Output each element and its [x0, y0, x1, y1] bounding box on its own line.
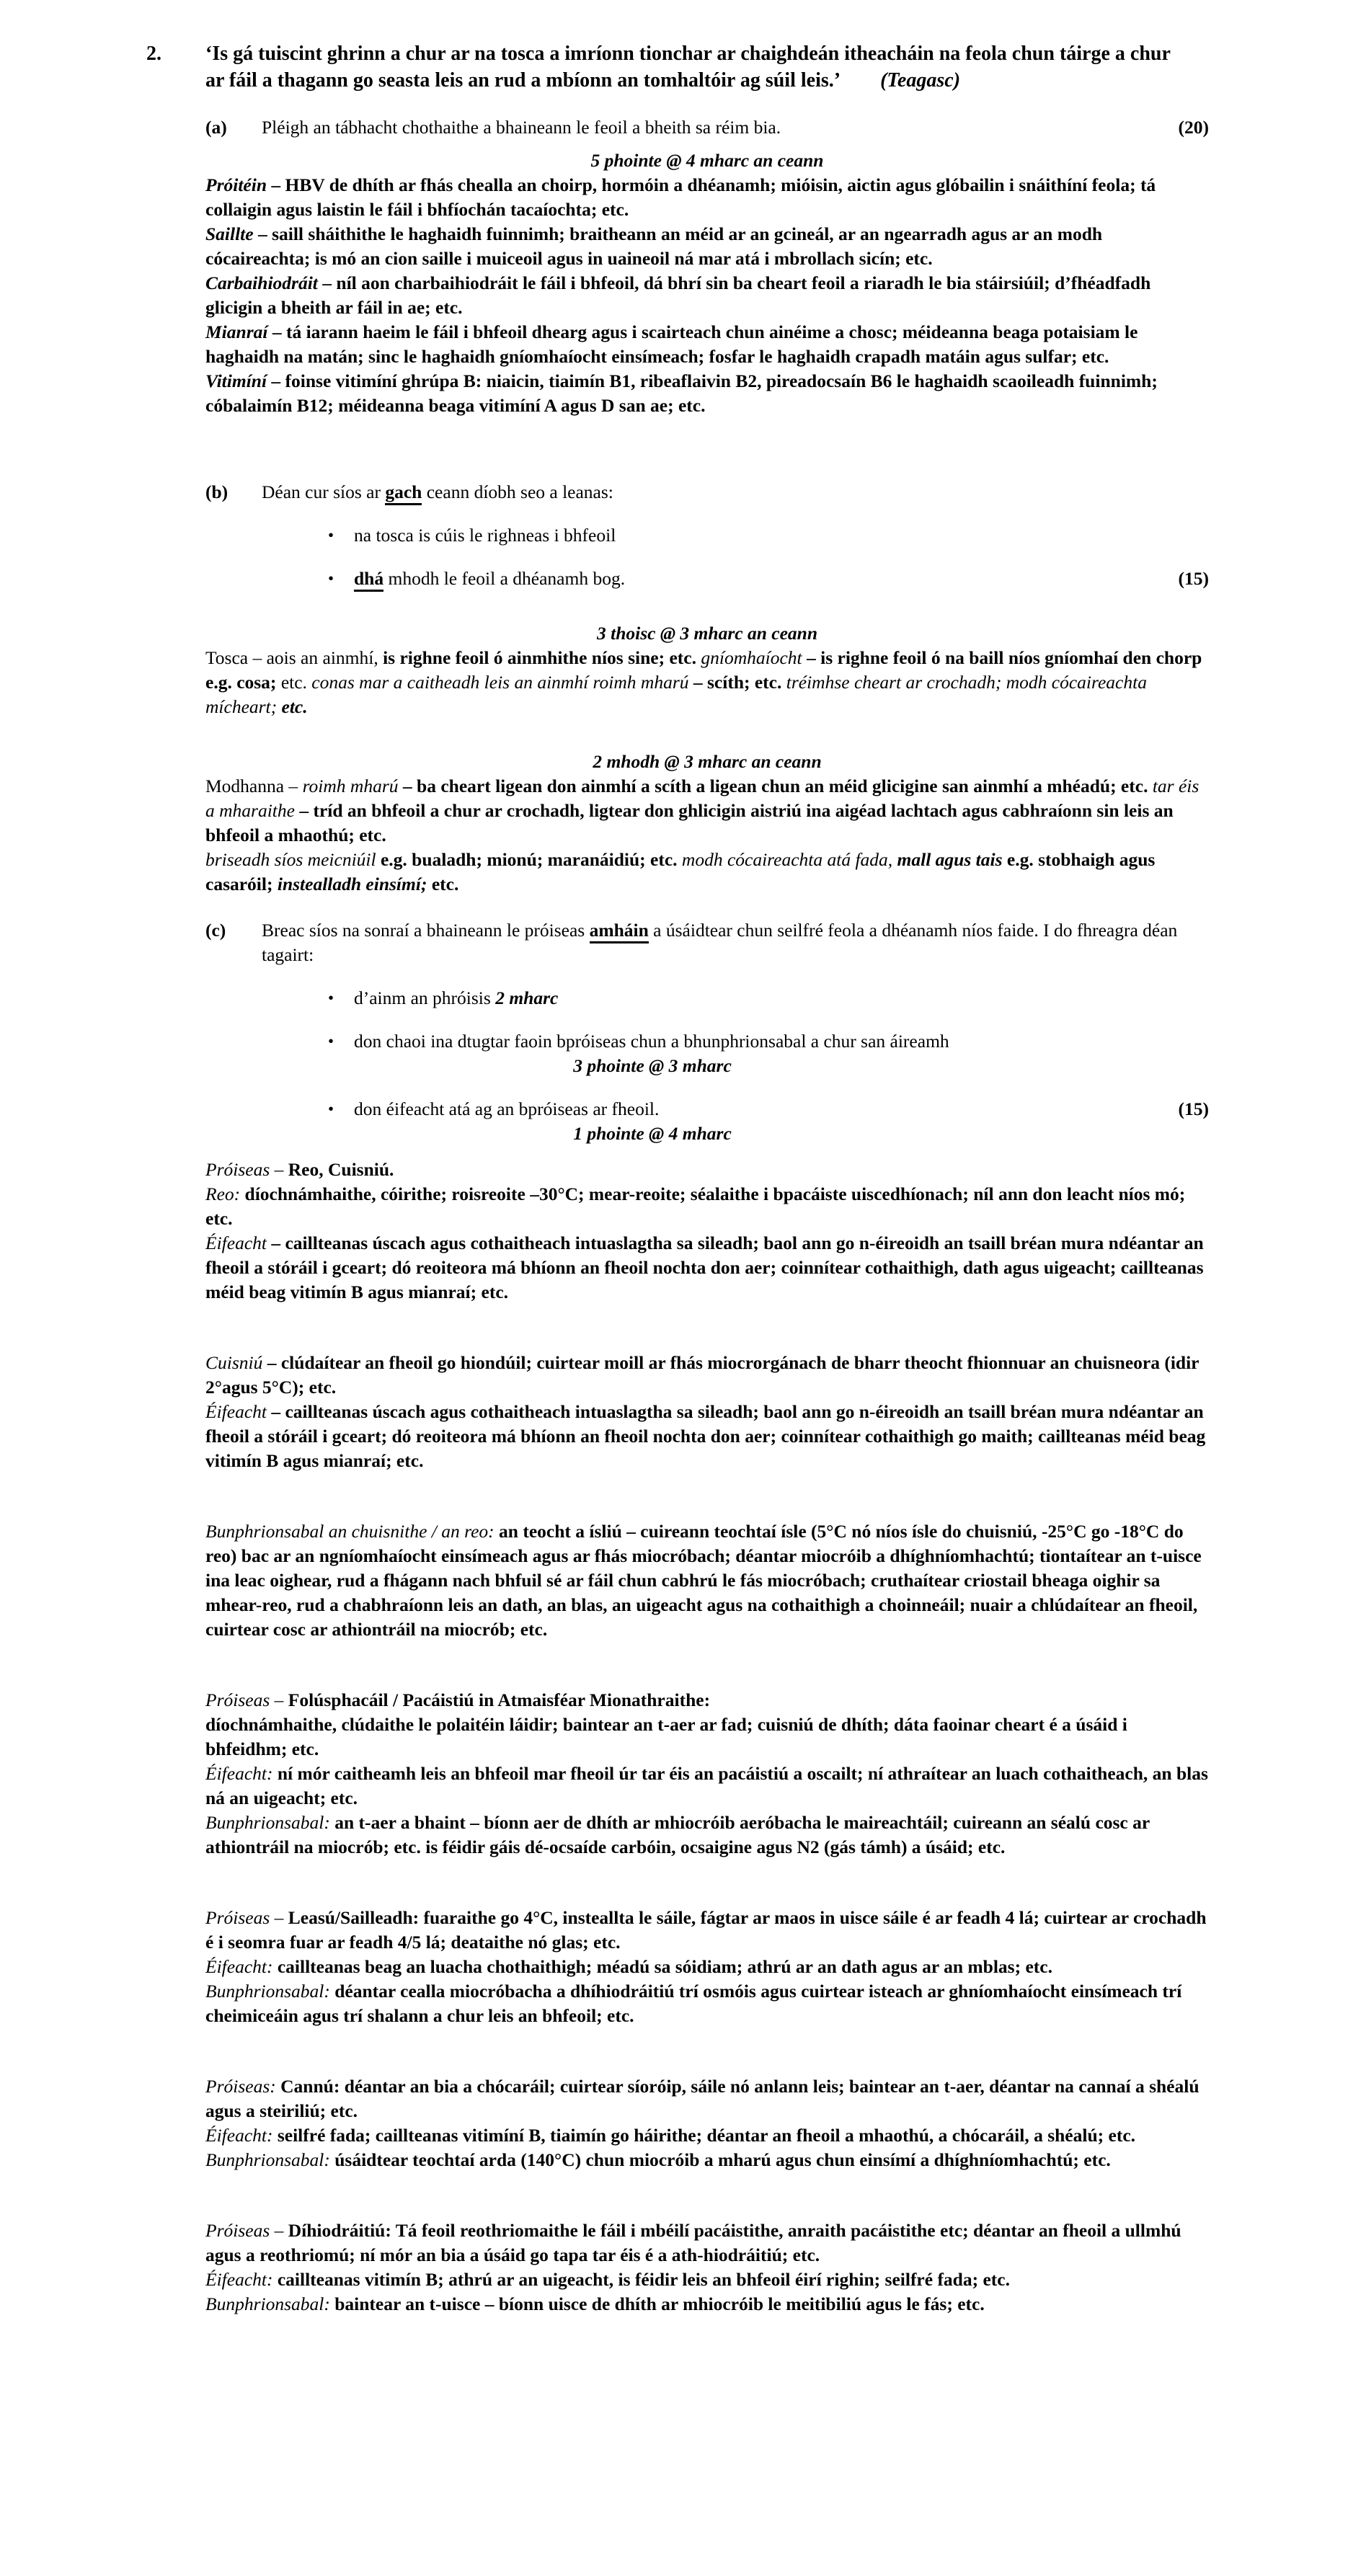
text-run: – — [262, 1352, 281, 1373]
part-c-text — [262, 918, 1209, 967]
gap-1 — [205, 1305, 1209, 1351]
text-run: don chaoi ina dtugtar faoin bpróiseas chun a bhunphrionsabal a chur san áireamh — [354, 1031, 949, 1052]
para-proiseas-dihiodraitiu — [205, 2219, 1209, 2268]
question-text — [205, 40, 1186, 94]
document-body — [146, 40, 1209, 2317]
text-run: – saill sháithithe le haghaidh fuinnimh; braitheann an méid ar an gcineál, ar an ngearradh agus ar an modh cócaireachta; is mó an cion saille i muiceoil agus in uaineoil ná mar atá i mbrollach sicín; etc. — [205, 223, 1103, 269]
para-bunphrionsabal-leasu — [205, 1979, 1209, 2028]
text-run: Éifeacht — [205, 1401, 267, 1422]
text-run: is righne feoil ó ainmhithe níos sine; etc. — [383, 647, 701, 668]
part-a-marker: (a) — [205, 117, 227, 138]
para-mianrai — [205, 320, 1209, 369]
para-saillte — [205, 222, 1209, 271]
text-run: Bunphrionsabal: — [205, 1812, 330, 1833]
gap-4 — [205, 1860, 1209, 1906]
text-run: ceann díobh seo a leanas: — [422, 481, 613, 502]
gap-5 — [205, 2028, 1209, 2074]
text-run: Bunphrionsabal: — [205, 2149, 330, 2170]
text-run: caillteanas úscach agus cothaitheach intuaslagtha sa sileadh; baol ann go n-éireoidh an tsaill bréan mura ndéantar an fheoil a stóráil i gceart; dó reoiteora má bhíonn an fheoil nochta don aer; coinnítear cothaithigh go maith; caillteanas méid beag vitimín B agus mianraí; etc. — [205, 1401, 1206, 1471]
text-run: tar éis a mharaithe — [205, 776, 1200, 821]
heading-modhanna-scheme: 2 mhodh @ 3 mharc an ceann — [593, 751, 822, 772]
text-run: Próiseas — [205, 2220, 270, 2241]
text-run: Folúsphacáil / Pacáistiú in Atmaisféar Mionathraithe: — [288, 1689, 711, 1710]
text-run: dhá — [354, 568, 383, 592]
text-run: na tosca is cúis le righneas i bhfeoil — [354, 525, 616, 546]
heading-tosca-scheme: 3 thoisc @ 3 mharc an ceann — [597, 623, 817, 644]
text-run: Cuisniú — [205, 1352, 263, 1373]
bullet-c-ainm — [205, 986, 1209, 1011]
text-run: – tá iarann haeim le fáil i bhfeoil dhearg agus i scairteach chun ainéime a chosc; méideanna beaga potaisiam le haghaidh na matán; sinc le haghaidh gníomhaíocht einsímeach; fosfar le haghaidh crapadh matáin agus sulfar; etc. — [205, 321, 1138, 367]
text-run: ní mór caitheamh leis an bhfeoil mar fheoil úr tar éis an pacáistiú a oscailt; ní athraítear an luach cothaitheach, an blas ná an uigeacht; etc. — [205, 1763, 1208, 1808]
bullet-c-caoi-text — [354, 1029, 1209, 1054]
text-run: gníomhaíocht — [701, 647, 802, 668]
text-run: – foinse vitimíní ghrúpa B: niaicin, tiaimín B1, ribeaflaivin B2, pireadocsaín B6 le haghaidh scaoileadh fuinnimh; cóbalaimín B12; méideanna beaga vitimíní A agus D san ae; etc. — [205, 370, 1158, 416]
part-a-marks: (20) — [1178, 117, 1209, 138]
text-run: Breac síos na sonraí a bhaineann le próiseas — [262, 920, 590, 941]
text-run: etc. — [276, 672, 312, 693]
text-run: – — [294, 800, 314, 821]
para-proiseas-cannu — [205, 2074, 1209, 2123]
part-a — [205, 115, 1209, 140]
text-run: – — [266, 1233, 285, 1253]
text-run: clúdaítear an fheoil go hiondúil; cuirtear moill ar fhás miocrorgánach de bharr theocht fhionnuar an chuisneora (idir 2°agus 5°C); etc. — [205, 1352, 1200, 1398]
para-eifeacht-dihiodraitiu — [205, 2268, 1209, 2292]
text-run: etc. — [281, 696, 308, 717]
text-run: Leasú/Sailleadh: fuaraithe go 4°C, insteallta le sáile, fágtar ar maos in uisce sáile é ar feadh 4 lá; cuirtear ar crochadh é i seomra fuar ar feadh 4/5 lá; deataithe nó glas; etc. — [205, 1907, 1207, 1953]
text-run: Bunphrionsabal: — [205, 2293, 330, 2314]
text-run: Próiseas — [205, 1907, 270, 1928]
gap-3 — [205, 1642, 1209, 1688]
text-run: Éifeacht: — [205, 2269, 273, 2290]
text-run: caillteanas úscach agus cothaitheach intuaslagtha sa sileadh; baol ann go n-éireoidh an tsaill bréan mura ndéantar an fheoil a stóráil i gceart; dó reoiteora má bhíonn an fheoil nochta don aer; coinnítear cothaithigh, dath agus uigeacht; caillteanas méid beag vitimín B agus mianraí; etc. — [205, 1233, 1204, 1302]
text-run: Déan cur síos ar — [262, 481, 386, 502]
text-run: an t-aer a bhaint – bíonn aer de dhíth ar mhiocróib aeróbacha le maireachtáil; cuireann an séalú cosc ar athiontráil na miocrób; etc. is féidir gáis dé-ocsaíde carbóin, ocsaigine agus N2 (gás támh) a úsáid; etc. — [205, 1812, 1150, 1857]
bullet-c-ainm-text — [354, 986, 1209, 1011]
para-tosca — [205, 646, 1209, 719]
text-run: – scíth; etc. — [688, 672, 782, 693]
para-proiseas-folusphacail — [205, 1688, 1209, 1713]
para-eifeacht-reo — [205, 1231, 1209, 1305]
text-run: don éifeacht atá ag an bpróiseas ar fheoil. — [354, 1098, 660, 1119]
para-eifeacht-cannu — [205, 2123, 1209, 2148]
para-folusphacail-cont — [205, 1713, 1209, 1762]
bullet-icon: • — [328, 526, 334, 544]
text-run: – níl aon charbaihiodráit le fáil i bhfeoil, dá bhrí sin ba cheart feoil a riaradh le bia stáirsiúil; d’fhéadfadh glicigin a bheith ar fáil in ae; etc. — [205, 272, 1151, 318]
para-proiseas-reo-cuisniu — [205, 1158, 1209, 1182]
text-run: caillteanas beag an luacha chothaithigh; méadú sa sóidiam; athrú ar an dath agus ar an mblas; etc. — [277, 1956, 1052, 1977]
text-run: – — [270, 1689, 288, 1710]
bullet-b-modhanna-marks: (15) — [1178, 568, 1209, 589]
text-run: tríd an bhfeoil a chur ar crochadh, ligtear don ghlicigin aistriú ina aigéad lachtach agus cabhraíonn sin leis an bhfeoil a mhaothú; etc. — [205, 800, 1174, 845]
text-run: Díhiodráitiú: Tá feoil reothriomaithe le fáil i mbéilí pacáistithe, anraith pacáistithe etc; déantar an fheoil a ullmhú agus a reothriomú; ní mór an bia a úsáid go tapa tar éis é a ath-hiodráitiú; etc. — [205, 2220, 1181, 2265]
text-run: Bunphrionsabal an chuisnithe / an reo: — [205, 1521, 495, 1542]
para-cuisniu — [205, 1351, 1209, 1400]
text-run: briseadh síos meicniúil — [205, 849, 381, 870]
text-run: díochnámhaithe, cóirithe; roisreoite –30°C; mear-reoite; séalaithe i bpacáiste uiscedhíonach; níl ann don leacht níos mó; etc. — [205, 1183, 1186, 1229]
part-a-text — [262, 115, 1150, 140]
heading-3-phointe: 3 phointe @ 3 mharc — [573, 1055, 732, 1076]
para-bunphrionsabal-folusphacail — [205, 1811, 1209, 1860]
question-number: 2. — [146, 43, 161, 65]
text-run: Modhanna – — [205, 776, 303, 796]
text-run: Éifeacht — [205, 1233, 267, 1253]
heading-part-a-scheme: 5 phointe @ 4 mharc an ceann — [590, 150, 824, 171]
bullet-c-eifeacht-text — [354, 1097, 1150, 1122]
text-run: instealladh einsímí; — [277, 874, 427, 894]
text-run: Éifeacht: — [205, 2125, 273, 2146]
text-run: Próiseas — [205, 1159, 270, 1180]
para-vitimini — [205, 369, 1209, 418]
para-briseadh — [205, 848, 1209, 897]
bullet-b-tosca-text — [354, 523, 1209, 548]
text-run: is righne feoil ó na baill níos gníomhaí den chorp e.g. cosa; — [205, 647, 1202, 693]
bullet-icon: • — [328, 1100, 334, 1118]
para-reo — [205, 1182, 1209, 1231]
text-run: baintear an t-uisce – bíonn uisce de dhíth ar mhiocróib le meitibiliú agus le fás; etc. — [334, 2293, 985, 2314]
text-run: Reo, Cuisniú. — [288, 1159, 394, 1180]
text-run: díochnámhaithe, clúdaithe le polaitéin láidir; baintear an t-aer ar fad; cuisniú de dhíth; dáta faoinar cheart é a úsáid i bhfeidhm; etc. — [205, 1714, 1127, 1759]
text-run: ba cheart ligean don ainmhí a scíth a ligean chun an méid glicigine san ainmhí a mhéadú; etc. — [417, 776, 1153, 796]
para-bunphrionsabal-cannu — [205, 2148, 1209, 2172]
bullet-icon: • — [328, 1032, 334, 1050]
para-modhanna — [205, 774, 1209, 848]
text-run: an teocht a ísliú – cuireann teochtaí ísle (5°C nó níos ísle do chuisniú, -25°C go -18°C do reo) bac ar an ngníomhaíocht einsímeach agus ar fhás miocróbach; déantar miocróib a dhíghníomhachtú; tiontaítear an t-uisce ina leac oighear, rud a fhágann nach bhfuil sé ar fáil chun cabhrú le fás miocróbach; cruthaítear criostail bheaga oighir sa mhear-reo, rud a chabhraíonn leis an dath, an blas, an uigeacht agus na cothaithigh a choinneáil; nuair a chlúdaítear an fheoil, cuirtear cosc ar athiontráil na miocrób; etc. — [205, 1521, 1202, 1640]
para-bunphrionsabal-dihiodraitiu — [205, 2292, 1209, 2317]
text-run: Éifeacht: — [205, 1956, 273, 1977]
text-run: e.g. bualadh; mionú; maranáidiú; etc. — [380, 849, 682, 870]
text-run: seilfré fada; caillteanas vitimíní B, tiaimín go háirithe; déantar an fheoil a mhaothú, a chócaráil, a shéalú; etc. — [277, 2125, 1136, 2146]
text-run: Tosca – aois an ainmhí, — [205, 647, 383, 668]
text-run: Reo: — [205, 1183, 241, 1204]
text-run: Vitimíní — [205, 370, 267, 391]
text-run: – — [398, 776, 417, 796]
text-run: a úsáidtear chun seilfré feola a dhéanamh níos faide. I do fhreagra déan tagairt: — [262, 920, 1178, 965]
text-run: ‘Is gá tuiscint ghrinn a chur ar na tosca a imríonn tionchar ar chaighdeán itheacháin na feola chun táirge a chur ar fáil a thagann go seasta leis an rud a mbíonn an tomhaltóir ag súil leis.’ — [205, 43, 1171, 92]
gap-2 — [205, 1473, 1209, 1519]
para-eifeacht-folusphacail — [205, 1762, 1209, 1811]
heading-1-phointe: 1 phointe @ 4 mharc — [573, 1123, 732, 1144]
text-run: Saillte — [205, 223, 254, 244]
text-run: Bunphrionsabal: — [205, 1981, 330, 2002]
para-eifeacht-cuisniu — [205, 1400, 1209, 1473]
part-b-marker: (b) — [205, 481, 229, 502]
text-run: – — [266, 1401, 285, 1422]
para-eifeacht-leasu — [205, 1955, 1209, 1979]
bullet-c-eifeacht — [205, 1097, 1209, 1122]
text-run: úsáidtear teochtaí arda (140°C) chun miocróib a mharú agus chun einsímí a dhíghníomhachtú; etc. — [334, 2149, 1111, 2170]
text-run: etc. — [427, 874, 459, 894]
para-bunphrionsabal-cuisnithe — [205, 1519, 1209, 1642]
text-run: amháin — [590, 920, 649, 943]
bullet-c-eifeacht-marks: (15) — [1178, 1098, 1209, 1119]
text-run: tréimhse cheart ar crochadh; modh cócaireachta mícheart; — [205, 672, 1147, 717]
part-b-text — [262, 480, 1209, 505]
text-run: déantar cealla miocróbacha a dhíhiodráitiú trí osmóis agus cuirtear isteach ar ghníomhaíocht einsímeach trí cheimiceáin agus trí shalann a chur leis an bhfeoil; etc. — [205, 1981, 1182, 2026]
text-run: – — [270, 1907, 288, 1928]
text-run: mall agus tais — [897, 849, 1003, 870]
para-carbaihiodrait — [205, 271, 1209, 320]
gap-6 — [205, 2172, 1209, 2219]
part-c — [205, 918, 1209, 967]
part-c-marker: (c) — [205, 920, 226, 941]
text-run: Próiseas: — [205, 2076, 276, 2097]
text-run: – HBV de dhíth ar fhás chealla an choirp, hormóin a dhéanamh; mióisin, aictin agus glóbailin i snáithíní feola; tá collaigin agus laistin le fáil i bhfíochán tacaíochta; etc. — [205, 174, 1156, 220]
text-run: mhodh le feoil a dhéanamh bog. — [383, 568, 626, 589]
text-run: 2 mharc — [495, 987, 559, 1008]
bullet-icon: • — [328, 569, 334, 587]
text-run: Pléigh an tábhacht chothaithe a bhaineann le feoil a bheith sa réim bia. — [262, 117, 781, 138]
bullet-b-modhanna-text — [354, 567, 1150, 591]
text-run: Próiseas — [205, 1689, 270, 1710]
text-run: Cannú: déantar an bia a chócaráil; cuirtear síoróip, sáile nó anlann leis; baintear an t-aer, déantar na cannaí a shéalú agus a steiriliú; etc. — [205, 2076, 1200, 2121]
text-run: (Teagasc) — [880, 69, 961, 92]
bullet-icon: • — [328, 989, 334, 1007]
bullet-b-tosca — [205, 523, 1209, 548]
text-run: d’ainm an phróisis — [354, 987, 496, 1008]
para-proiseas-leasu — [205, 1906, 1209, 1955]
text-run: Mianraí — [205, 321, 268, 342]
text-run: e.g. stobhaigh agus casaróil; — [205, 849, 1156, 894]
text-run: roimh mharú — [302, 776, 399, 796]
text-run: – — [270, 1159, 288, 1180]
text-run: modh cócaireachta atá fada, — [681, 849, 897, 870]
text-run: caillteanas vitimín B; athrú ar an uigeacht, is féidir leis an bhfeoil éirí righin; seilfré fada; etc. — [277, 2269, 1010, 2290]
bullet-b-modhanna — [205, 567, 1209, 591]
question-2 — [146, 40, 1186, 94]
text-run: – — [270, 2220, 288, 2241]
text-run: Próitéin — [205, 174, 267, 195]
part-b — [205, 480, 1209, 505]
text-run: Carbaihiodráit — [205, 272, 318, 293]
bullet-c-caoi — [205, 1029, 1209, 1054]
text-run: conas mar a caitheadh leis an ainmhí roimh mharú — [311, 672, 689, 693]
text-run: Éifeacht: — [205, 1763, 273, 1784]
para-proitein — [205, 173, 1209, 222]
text-run: – — [802, 647, 821, 668]
text-run: gach — [385, 481, 422, 505]
